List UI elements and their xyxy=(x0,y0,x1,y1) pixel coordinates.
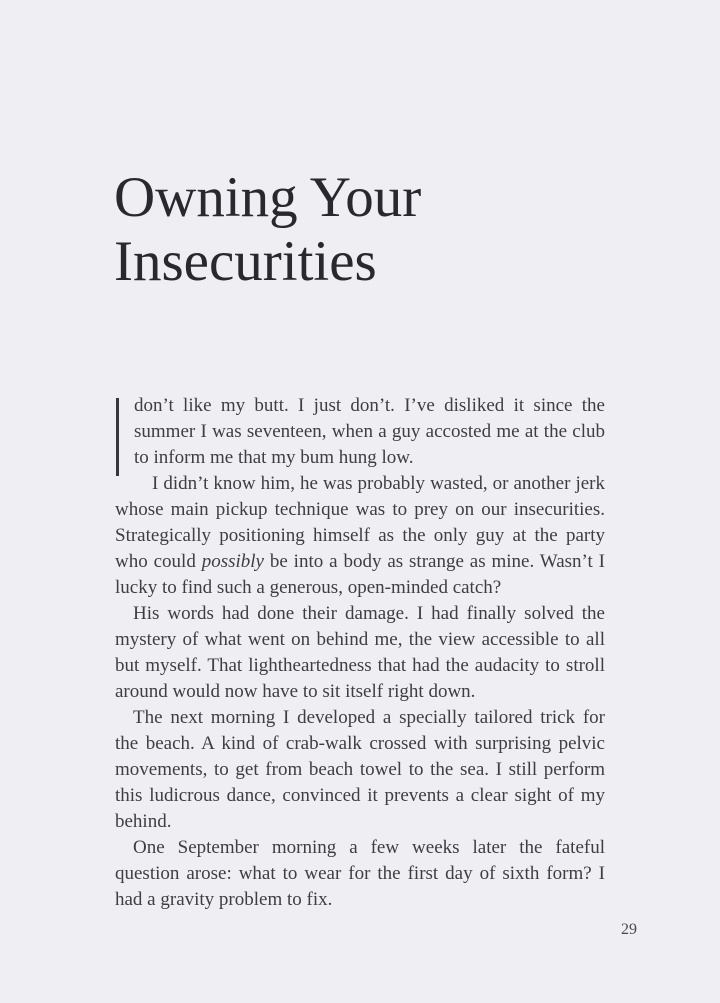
paragraph-2 xyxy=(115,471,605,601)
paragraph-2-italic-word: possibly xyxy=(201,551,264,572)
paragraph-1 xyxy=(115,393,605,471)
chapter-title-line-1: Owning Your xyxy=(114,166,422,229)
paragraph-3: His words had done their damage. I had finally solved the mystery of what went on behind me, the view accessible to all but myself. That lightheartedness that had the audacity to stroll around would now have to sit itself right down. xyxy=(115,603,605,702)
chapter-body xyxy=(115,393,605,913)
chapter-title-line-2: Insecurities xyxy=(114,230,377,293)
paragraph-2-text-after-italic: be into a body as strange as mine. Wasn’t I lucky to find such a generous, open-minded catch? xyxy=(115,551,605,598)
paragraph-1-text: don’t like my butt. I just don’t. I’ve disliked it since the summer I was seventeen, when a guy accosted me at the club to inform me that my bum hung low. xyxy=(134,395,605,468)
dropcap-letter xyxy=(116,398,119,476)
chapter-title xyxy=(114,166,421,294)
paragraph-4: The next morning I developed a specially tailored trick for the beach. A kind of crab-walk crossed with surprising pelvic movements, to get from beach towel to the sea. I still perform this ludicrous dance, convinced it prevents a clear sight of my behind. xyxy=(115,707,605,832)
paragraph-5: One September morning a few weeks later the fateful question arose: what to wear for the first day of sixth form? I had a gravity problem to fix. xyxy=(115,837,605,910)
page-number: 29 xyxy=(621,921,637,938)
paragraph-2-text-before-italic: I didn’t know him, he was probably wasted, or another jerk whose main pickup technique was to prey on our insecurities. Strategically positioning himself as the only guy at the party who could xyxy=(115,473,605,572)
